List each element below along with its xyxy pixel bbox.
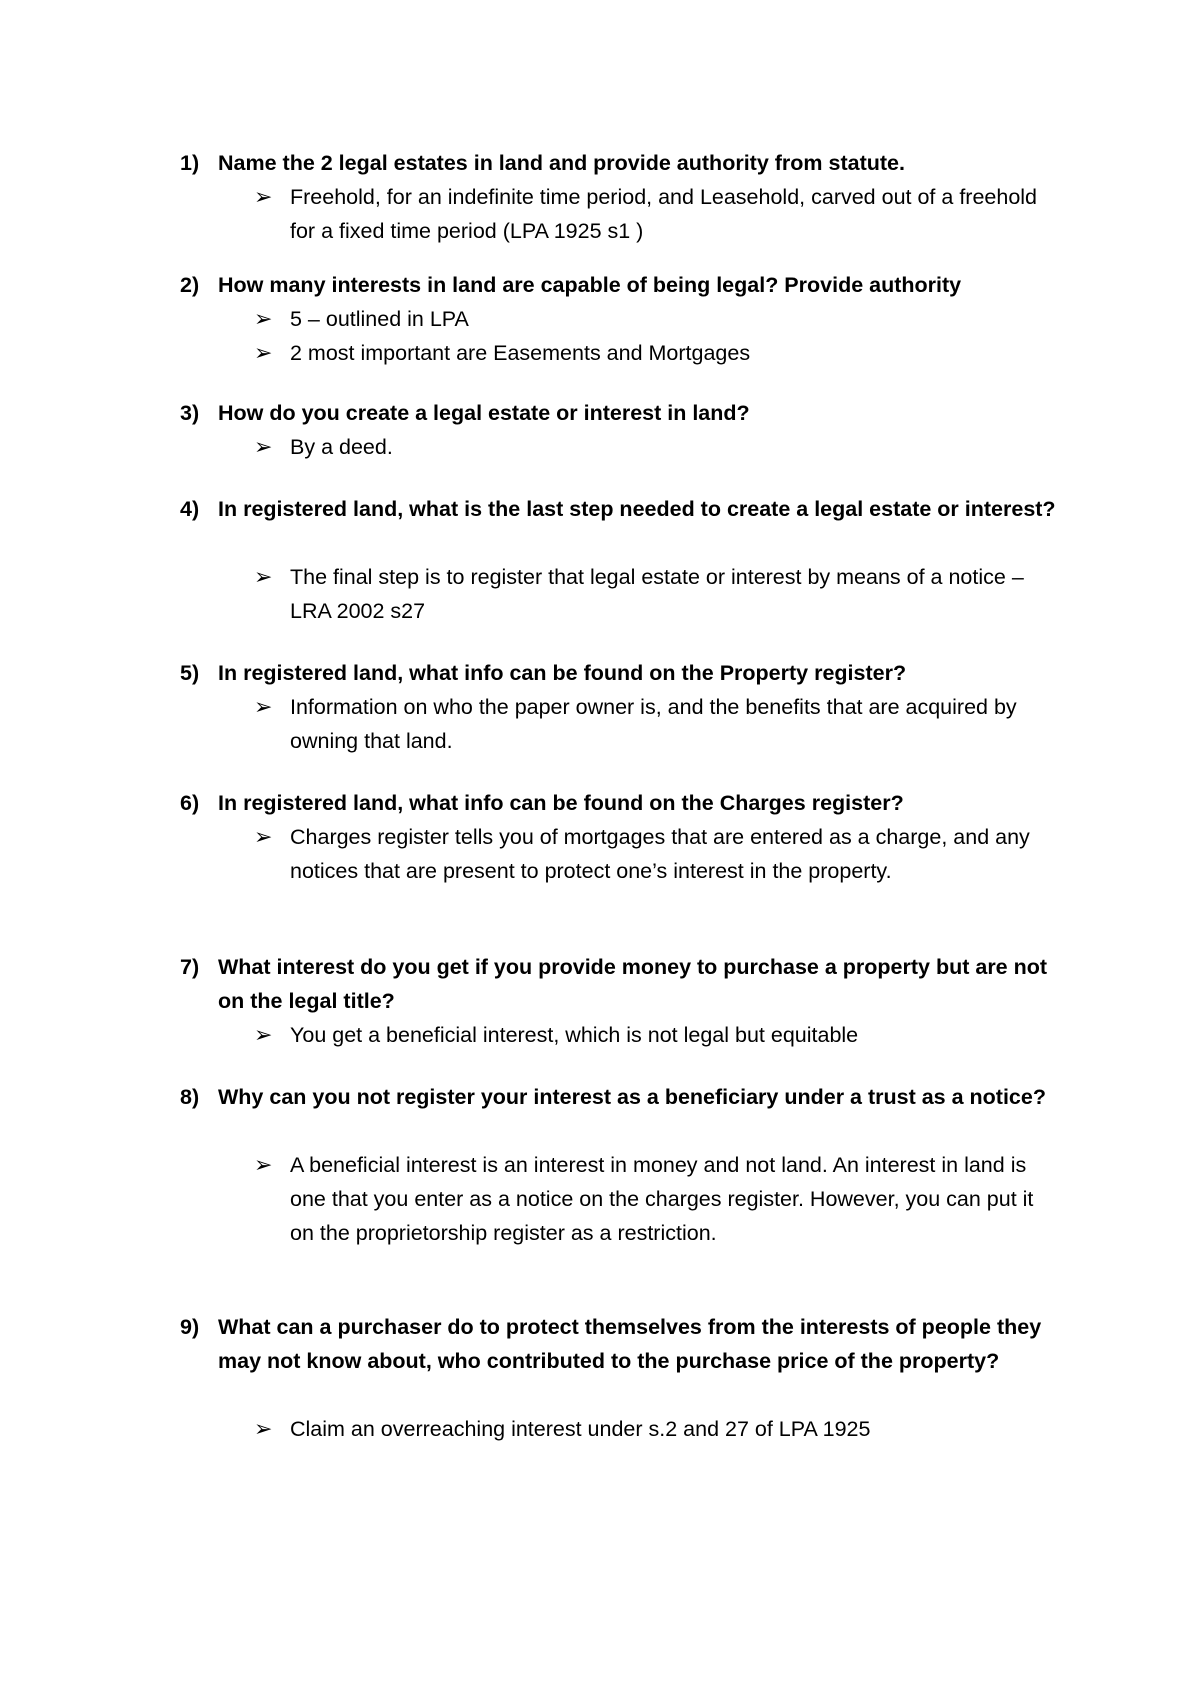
arrowhead-bullet-icon: ➢	[254, 340, 273, 365]
answer-text: Freehold, for an indefinite time period, and Leasehold, carved out of a freehold for a fixed time period (LPA 1925 s1 )	[290, 185, 1038, 243]
answer-text: Charges register tells you of mortgages that are entered as a charge, and any notices that are present to protect one’s interest in the property.	[290, 825, 1030, 883]
arrowhead-bullet-icon: ➢	[254, 564, 273, 589]
question-number: 1)	[180, 151, 200, 175]
answer-8-1	[254, 1148, 1054, 1250]
answer-text: Information on who the paper owner is, and the benefits that are acquired by owning that land.	[290, 695, 1017, 753]
question-text: What interest do you get if you provide money to purchase a property but are not on the legal title?	[218, 955, 1048, 1013]
question-number: 9)	[180, 1315, 200, 1339]
arrowhead-bullet-icon: ➢	[254, 694, 273, 719]
question-text: How many interests in land are capable of being legal? Provide authority	[218, 273, 962, 297]
arrowhead-bullet-icon: ➢	[254, 1152, 273, 1177]
answer-text: 5 – outlined in LPA	[290, 307, 469, 331]
answer-text: By a deed.	[290, 435, 393, 459]
question-number: 7)	[180, 955, 200, 979]
question-text: How do you create a legal estate or interest in land?	[218, 401, 750, 425]
answer-text: Claim an overreaching interest under s.2 and 27 of LPA 1925	[290, 1417, 871, 1441]
question-2	[180, 268, 1060, 302]
question-9	[180, 1310, 1060, 1378]
answer-9-1	[254, 1412, 1054, 1446]
arrowhead-bullet-icon: ➢	[254, 184, 273, 209]
question-text: Why can you not register your interest as a beneficiary under a trust as a notice?	[218, 1085, 1046, 1109]
answer-2-2	[254, 336, 1054, 370]
question-text: Name the 2 legal estates in land and provide authority from statute.	[218, 151, 905, 175]
answer-text: You get a beneficial interest, which is not legal but equitable	[290, 1023, 859, 1047]
answer-7-1	[254, 1018, 1054, 1052]
answer-text: 2 most important are Easements and Mortgages	[290, 341, 751, 365]
question-number: 2)	[180, 273, 200, 297]
question-number: 6)	[180, 791, 200, 815]
answer-2-1	[254, 302, 1054, 336]
answer-4-1	[254, 560, 1054, 628]
arrowhead-bullet-icon: ➢	[254, 1022, 273, 1047]
question-8	[180, 1080, 1060, 1114]
question-number: 4)	[180, 497, 200, 521]
question-1	[180, 146, 1060, 180]
question-6	[180, 786, 1060, 820]
question-5	[180, 656, 1060, 690]
question-number: 5)	[180, 661, 200, 685]
arrowhead-bullet-icon: ➢	[254, 1416, 273, 1441]
question-3	[180, 396, 1060, 430]
answer-6-1	[254, 820, 1054, 888]
question-7	[180, 950, 1060, 1018]
answer-1-1	[254, 180, 1054, 248]
question-text: In registered land, what info can be found on the Charges register?	[218, 791, 904, 815]
question-4	[180, 492, 1060, 526]
question-text: In registered land, what info can be found on the Property register?	[218, 661, 907, 685]
answer-text: The final step is to register that legal estate or interest by means of a notice – LRA 2002 s27	[290, 565, 1024, 623]
arrowhead-bullet-icon: ➢	[254, 306, 273, 331]
question-number: 3)	[180, 401, 200, 425]
arrowhead-bullet-icon: ➢	[254, 434, 273, 459]
question-number: 8)	[180, 1085, 200, 1109]
answer-5-1	[254, 690, 1054, 758]
question-text: What can a purchaser do to protect themselves from the interests of people they may not know about, who contributed to the purchase price of the property?	[218, 1315, 1042, 1373]
question-text: In registered land, what is the last step needed to create a legal estate or interest?	[218, 497, 1056, 521]
arrowhead-bullet-icon: ➢	[254, 824, 273, 849]
answer-text: A beneficial interest is an interest in money and not land. An interest in land is one that you enter as a notice on the charges register. However, you can put it on the proprietorship register as a restriction.	[290, 1153, 1034, 1245]
answer-3-1	[254, 430, 1054, 464]
